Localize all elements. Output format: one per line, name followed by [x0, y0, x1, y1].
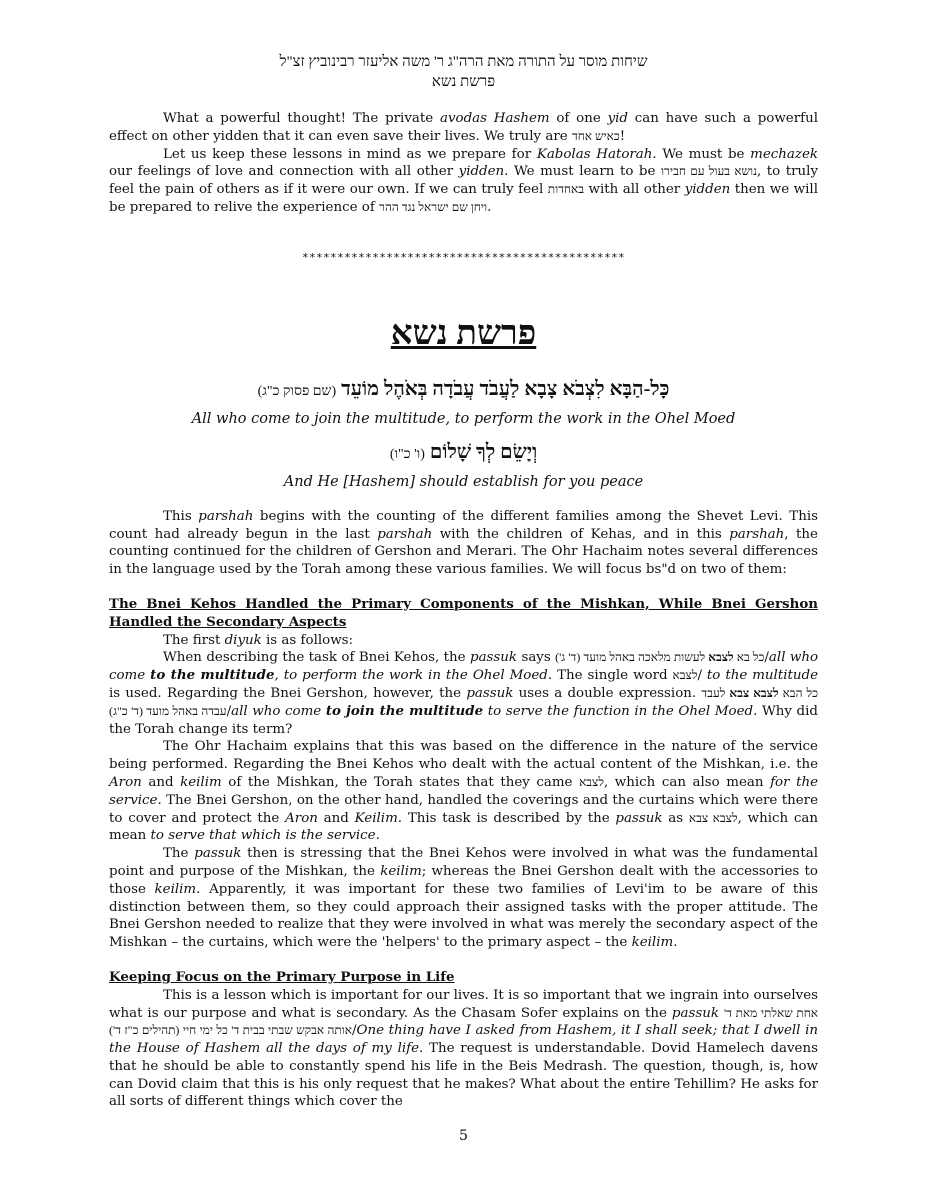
section-1-paragraph-1: The first diyuk is as follows:: [163, 632, 354, 648]
page-number: 5: [459, 1128, 468, 1144]
section-1-paragraph-3: The Ohr Hachaim explains that this was based on the difference in the nature of the service being performed. Regarding the Bnei Kehos who dealt with the actual content of the Mishkan, i.e. the Aron and keilim of the Mishkan, the Torah states that they came לצבא, which can also mean for the service. The Bnei Gershon, on the other hand, handled the coverings and the curtains which were there to cover and protect the Aron and Keilim. This task is described by the passuk as לצבא צבא, which can mean to serve that which is the service.: [109, 739, 818, 844]
running-header: [109, 52, 818, 92]
section-1-paragraph-2: When describing the task of Bnei Kehos, the passuk says כל בא לצבא לעשות מלאכה באהל מועד (ד' ג') /all who come to the multitude, to perform the work in the Ohel Moed. The single word לצבא/ to the multitude is used. Regarding the Bnei Gershon, however, the passuk uses a double expression. כל הבא לצבא צבא לעבד עבדה באהל מועד (ד' כ"ג)/all who come to join the multitude to serve the function in the Ohel Moed. Why did the Torah change its term?: [109, 650, 819, 737]
section-heading-1: The Bnei Kehos Handled the Primary Components of the Mishkan, While Bnei Gershon Handled the Secondary Aspects: [109, 595, 818, 630]
verse-2-translation: And He [Hashem] should establish for you peace: [283, 473, 644, 490]
verse-2: וְיָשֵׂם לְךָ שָׁלוֹם (ו' כ"ו): [389, 440, 538, 463]
section-heading-2: Keeping Focus on the Primary Purpose in Life: [109, 968, 455, 985]
body-paragraph-1: This parshah begins with the counting of the different families among the Shevet Levi. This count had already begun in the last parshah with the children of Kehas, and in this parshah, the counting continued for the children of Gershon and Merari. The Ohr Hachaim notes several differences in the language used by the Torah among these various families. We will focus bs"d on two of them:: [109, 508, 818, 578]
verse-1-translation: All who come to join the multitude, to perform the work in the Ohel Moed: [191, 410, 736, 427]
intro-paragraph-1: What a powerful thought! The private avodas Hashem of one yid can have such a powerful effect on other yidden that it can even save their lives. We truly are כאיש אחד!: [109, 111, 818, 144]
document-page: [109, 52, 818, 1111]
header-line-1: שיחות מוסר על התורה מאת הרה"ג ר' משה אליעזר רבינוביץ זצ"ל: [279, 54, 648, 70]
section-1-paragraph-4: The passuk then is stressing that the Bnei Kehos were involved in what was the fundamental point and purpose of the Mishkan, the keilim; whereas the Bnei Gershon dealt with the accessories to those keilim. Apparently, it was important for these two families of Levi'im to be aware of this distinction between them, so they could approach their assigned tasks with the proper attitude. The Bnei Gershon needed to realize that they were involved in what was merely the secondary aspect of the Mishkan – the curtains, which were the 'helpers' to the primary aspect – the keilim.: [109, 846, 818, 951]
verse-1: כָּל-הַבָּא לִצְבֹא צָבָא לַעֲבֹד עֲבֹדָה בְּאֹהֶל מוֹעֵד (שם פסוק כ"ג): [257, 377, 670, 400]
intro-paragraph-2: Let us keep these lessons in mind as we prepare for Kabolas Hatorah. We must be mechazek our feelings of love and connection with all other yidden. We must learn to be נושא בעול עם חבירו, to truly feel the pain of others as if it were our own. If we can truly feel באחדות with all other yidden then we will be prepared to relive the experience of ויחן שם ישראל נגד ההר.: [109, 146, 819, 215]
section-separator: **********************************************: [301, 250, 626, 264]
section-2-paragraph-1: This is a lesson which is important for our lives. It is so important that we ingrain into ourselves what is our purpose and what is secondary. As the Chasam Sofer explains on the passuk אחת שאלתי מאת ד' אותה אבקש שבתי בבית ד' כל ימי חיי (תהילים כ"ז ד')/One thing have I asked from Hashem, it I shall seek; that I dwell in the House of Hashem all the days of my life. The request is understandable. Dovid Hamelech davens that he should be able to constantly spend his life in the Beis Medrash. The question, though, is, how can Dovid claim that this is his only request that he makes? What about the entire Tehillim? He asks for all sorts of different things which cover the: [109, 987, 818, 1110]
parsha-title: פרשת נשא: [390, 314, 537, 352]
header-line-2: פרשת נשא: [431, 74, 496, 90]
